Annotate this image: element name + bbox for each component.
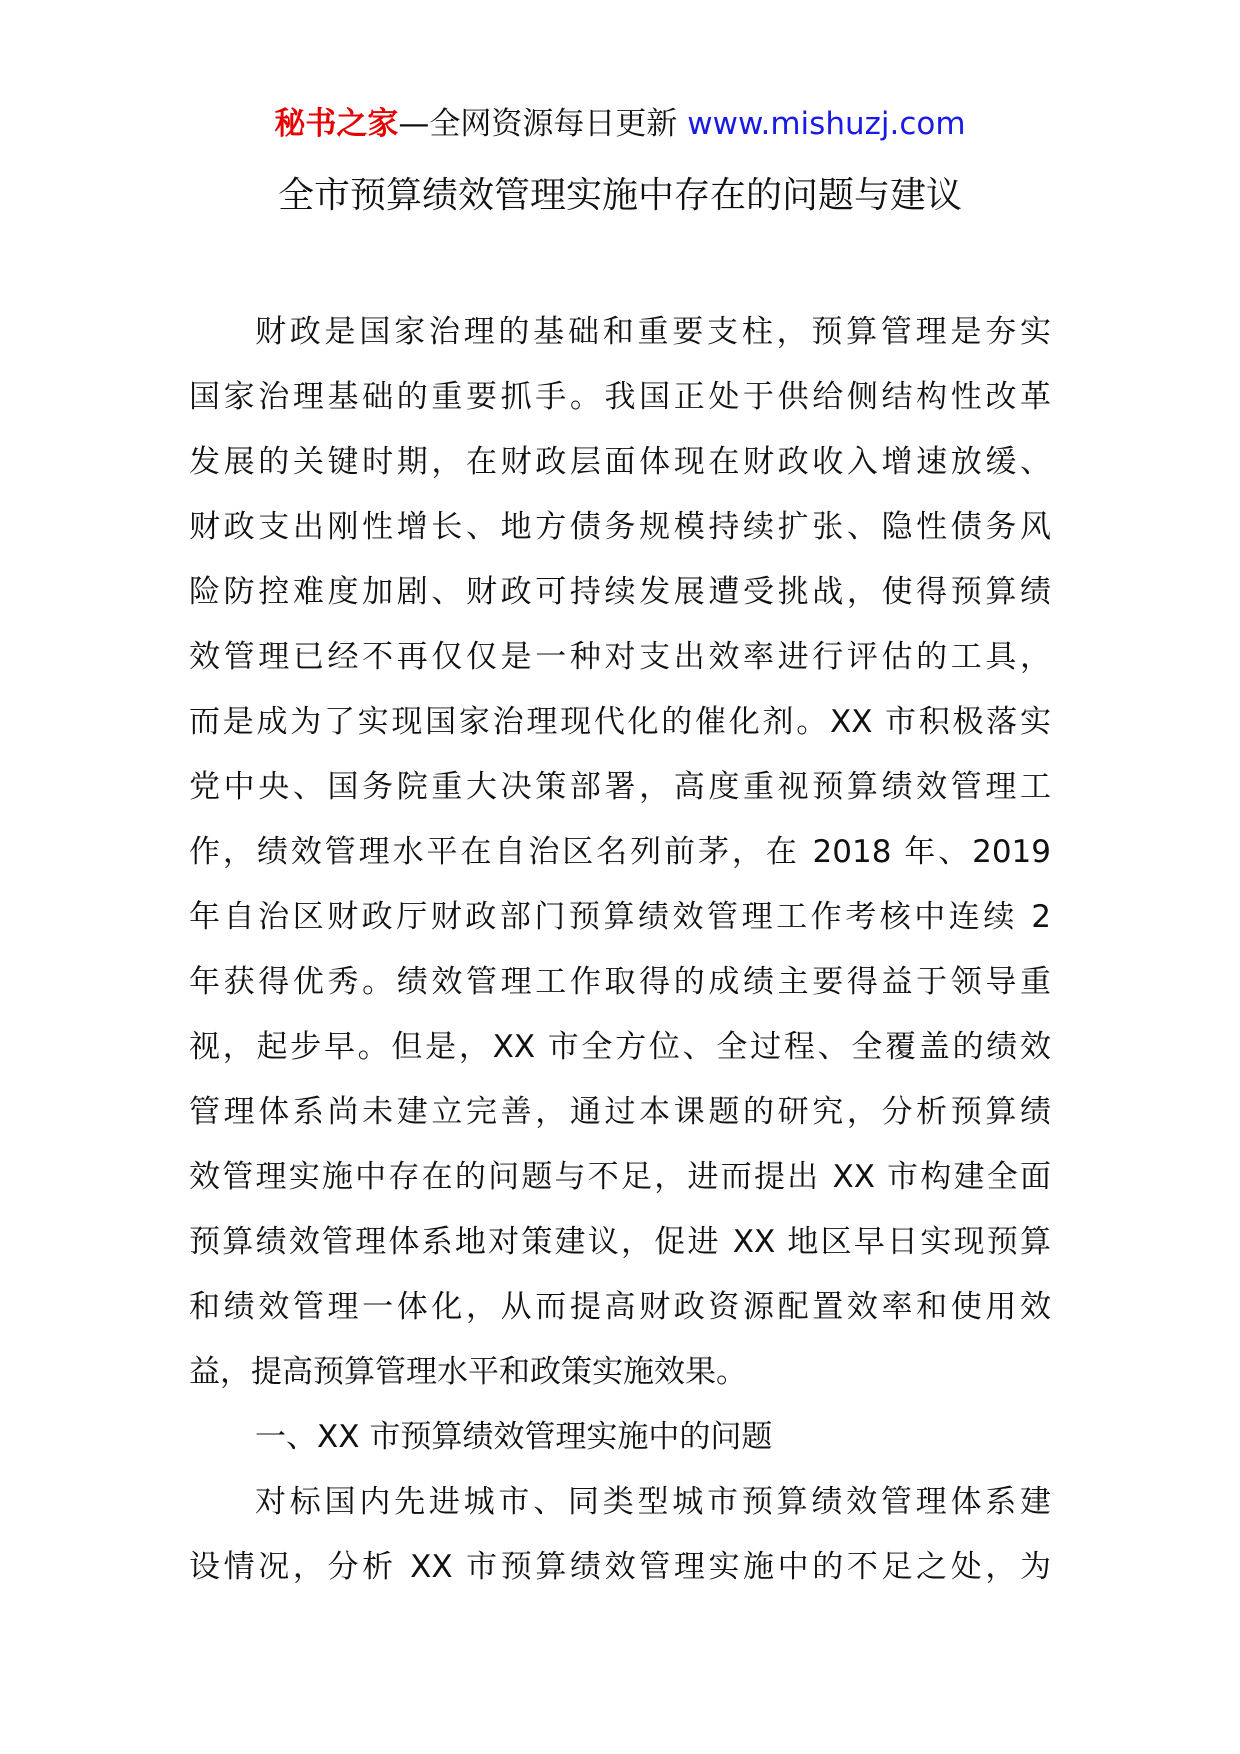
paragraph-line: 设情况，分析 XX 市预算绩效管理实施中的不足之处，为 — [189, 1549, 1051, 1585]
site-tagline: —全网资源每日更新 — [398, 106, 688, 142]
site-header — [0, 98, 1240, 150]
paragraph-line: 对标国内先进城市、同类型城市预算绩效管理体系建 — [255, 1484, 1051, 1520]
document-body — [189, 300, 1051, 1600]
paragraph-line: 发展的关键时期，在财政层面体现在财政收入增速放缓、 — [189, 444, 1051, 480]
paragraph-line: 财政支出刚性增长、地方债务规模持续扩张、隐性债务风 — [189, 509, 1051, 545]
paragraph-line: 作，绩效管理水平在自治区名列前茅，在 2018 年、2019 — [189, 834, 1051, 870]
site-brand: 秘书之家 — [274, 106, 399, 142]
paragraph-line: 视，起步早。但是，XX 市全方位、全过程、全覆盖的绩效 — [189, 1029, 1051, 1065]
section-heading: 一、XX 市预算绩效管理实施中的问题 — [255, 1419, 773, 1455]
paragraph-line: 党中央、国务院重大决策部署，高度重视预算绩效管理工 — [189, 769, 1051, 805]
paragraph-line: 财政是国家治理的基础和重要支柱，预算管理是夯实 — [255, 314, 1051, 350]
paragraph-line: 而是成为了实现国家治理现代化的催化剂。XX 市积极落实 — [189, 704, 1051, 740]
paragraph-line: 益，提高预算管理水平和政策实施效果。 — [189, 1354, 747, 1390]
paragraph-line: 国家治理基础的重要抓手。我国正处于供给侧结构性改革 — [189, 379, 1051, 415]
paragraph-line: 年获得优秀。绩效管理工作取得的成绩主要得益于领导重 — [189, 964, 1051, 1000]
document-title: 全市预算绩效管理实施中存在的问题与建议 — [277, 175, 962, 216]
paragraph-line: 预算绩效管理体系地对策建议，促进 XX 地区早日实现预算 — [189, 1224, 1051, 1260]
paragraph-line: 和绩效管理一体化，从而提高财政资源配置效率和使用效 — [189, 1289, 1051, 1325]
paragraph-line: 效管理实施中存在的问题与不足，进而提出 XX 市构建全面 — [189, 1159, 1051, 1195]
paragraph-line: 管理体系尚未建立完善，通过本课题的研究，分析预算绩 — [189, 1094, 1051, 1130]
paragraph-line: 年自治区财政厅财政部门预算绩效管理工作考核中连续 2 — [189, 899, 1051, 935]
paragraph-line: 效管理已经不再仅仅是一种对支出效率进行评估的工具， — [189, 639, 1051, 675]
site-url-link[interactable]: www.mishuzj.com — [687, 106, 966, 142]
paragraph-line: 险防控难度加剧、财政可持续发展遭受挑战，使得预算绩 — [189, 574, 1051, 610]
